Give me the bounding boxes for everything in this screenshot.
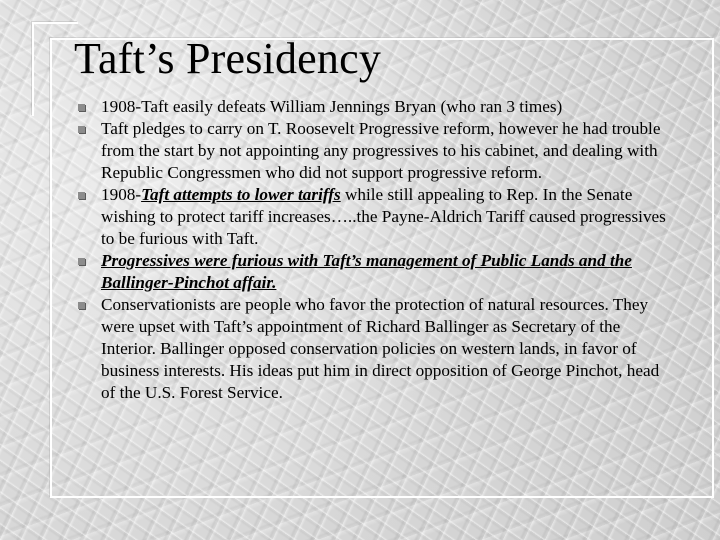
bullet-text: 1908-Taft easily defeats William Jennings Bryan (who ran 3 times) bbox=[101, 97, 563, 116]
slide-title: Taft’s Presidency bbox=[74, 34, 382, 83]
bullet-item-tariffs bbox=[76, 184, 666, 250]
square-bullet-icon bbox=[78, 302, 85, 309]
bullet-item-election bbox=[76, 96, 666, 118]
square-bullet-icon bbox=[78, 126, 85, 133]
square-bullet-icon bbox=[78, 192, 85, 199]
bullet-item-progressive-reform bbox=[76, 118, 666, 184]
bullet-list bbox=[76, 96, 666, 404]
square-bullet-icon bbox=[78, 104, 85, 111]
bullet-text: Conservationists are people who favor the protection of natural resources. They were upset with Taft’s appointment of Richard Ballinger as Secretary of the Interior. Ballinger opposed conservation policies on western lands, in favor of business interests. His ideas put him in direct opposition of George Pinchot, head of the U.S. Forest Service. bbox=[101, 295, 660, 402]
bullet-item-conservationists bbox=[76, 294, 666, 404]
bullet-text-suffix: while still appealing to Rep. In the Senate wishing to protect tariff increases…..the Payne-Aldrich Tariff caused progressives to be furious with Taft. bbox=[101, 185, 666, 248]
bullet-text: Taft pledges to carry on T. Roosevelt Progressive reform, however he had trouble from the start by not appointing any progressives to his cabinet, and dealing with Republic Congressmen who did not support progressive reform. bbox=[101, 119, 661, 182]
square-bullet-icon bbox=[78, 258, 85, 265]
bullet-text-prefix: 1908- bbox=[101, 185, 142, 204]
bullet-item-public-lands bbox=[76, 250, 666, 294]
bullet-text-emphasis: Taft attempts to lower tariffs bbox=[141, 185, 341, 204]
bullet-text-emphasis: Progressives were furious with Taft’s management of Public Lands and the Ballinger-Pinchot affair. bbox=[101, 251, 632, 292]
